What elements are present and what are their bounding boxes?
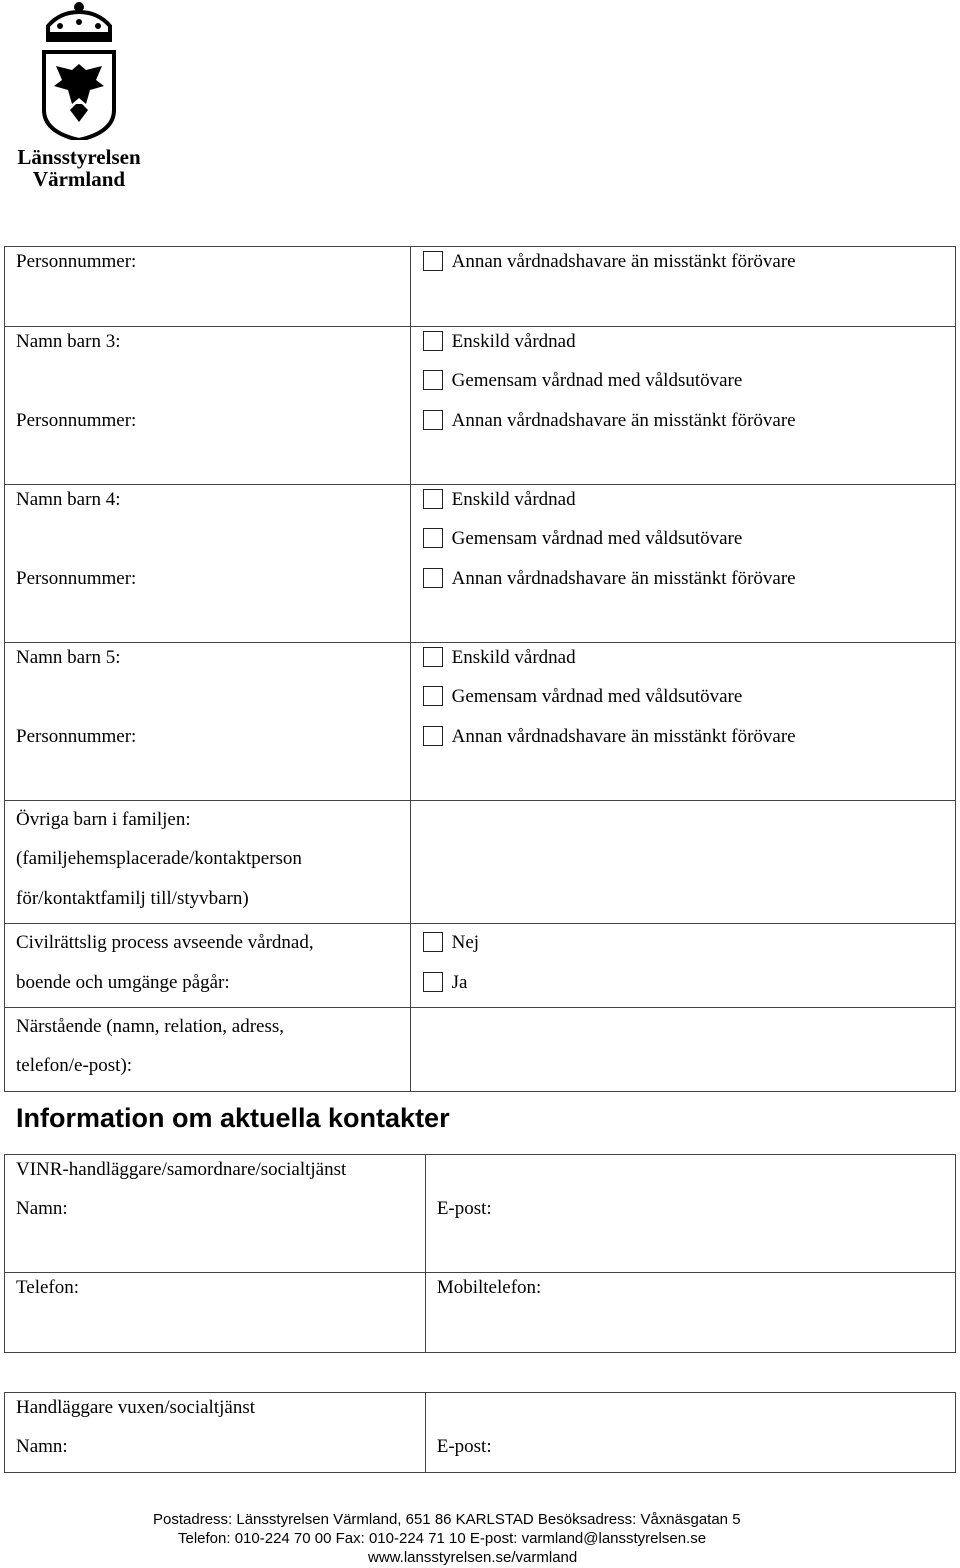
- child-field-label: Namn barn 5:: [16, 647, 121, 668]
- other-children-label: (familjehemsplacerade/kontaktperson: [16, 848, 302, 870]
- logo-text-line1: Länsstyrelsen: [17, 145, 141, 169]
- other-children-label-cell: [5, 801, 411, 924]
- child-field-label: Personnummer:: [16, 409, 137, 431]
- vinr-mobile-cell[interactable]: [425, 1273, 955, 1353]
- vinr-email-label: E-post:: [436, 1198, 492, 1220]
- child-field-label: [16, 682, 410, 721]
- vinr-phone-cell[interactable]: [5, 1273, 426, 1353]
- vinr-row-2: [5, 1273, 956, 1353]
- vinr-title: VINR-handläggare/samordnare/socialtjänst: [16, 1159, 347, 1180]
- child-label-cell[interactable]: [5, 643, 411, 801]
- custody-option-label: Enskild vårdnad: [451, 489, 576, 510]
- checkbox[interactable]: [423, 647, 443, 667]
- adult-name-cell[interactable]: [5, 1393, 426, 1473]
- custody-options: [410, 485, 955, 643]
- child-label-cell[interactable]: [5, 485, 411, 643]
- custody-option-label: Annan vårdnadshavare än misstänkt förövare: [451, 725, 796, 747]
- custody-option[interactable]: [411, 722, 955, 761]
- relatives-label-cell: [5, 1007, 411, 1091]
- custody-option[interactable]: [411, 682, 955, 721]
- children-table: [4, 246, 956, 1092]
- custody-options: [410, 643, 955, 801]
- relatives-label: Närstående (namn, relation, adress,: [16, 1015, 285, 1037]
- vinr-phone-label: Telefon:: [16, 1277, 80, 1298]
- child-row: [5, 247, 956, 327]
- adult-contact-table: [4, 1392, 956, 1473]
- other-children-label: Övriga barn i familjen:: [16, 809, 191, 830]
- vinr-row-1: [5, 1155, 956, 1273]
- logo-text-line2: Värmland: [32, 167, 126, 191]
- custody-option-label: Enskild vårdnad: [451, 331, 576, 352]
- custody-options: [410, 247, 955, 327]
- child-field-label: Personnummer:: [16, 251, 137, 272]
- checkbox[interactable]: [423, 370, 443, 390]
- custody-option-label: Gemensam vårdnad med våldsutövare: [451, 528, 743, 550]
- option-label: Ja: [451, 971, 468, 993]
- checkbox[interactable]: [423, 972, 443, 992]
- adult-email-label: E-post:: [436, 1436, 492, 1458]
- child-label-cell[interactable]: [5, 247, 411, 327]
- custody-option-label: Gemensam vårdnad med våldsutövare: [451, 370, 743, 392]
- logo: [14, 0, 144, 196]
- option-label: Nej: [451, 932, 480, 954]
- checkbox[interactable]: [423, 489, 443, 509]
- relatives-row: [5, 1007, 956, 1091]
- checkbox[interactable]: [423, 568, 443, 588]
- civil-process-row: [5, 924, 956, 1008]
- vinr-mobile-label: Mobiltelefon:: [436, 1277, 542, 1298]
- child-row: [5, 327, 956, 485]
- adult-row: [5, 1393, 956, 1473]
- civil-process-options: [410, 924, 955, 1008]
- child-row: [5, 643, 956, 801]
- checkbox[interactable]: [423, 528, 443, 548]
- checkbox[interactable]: [423, 726, 443, 746]
- custody-option-label: Enskild vårdnad: [451, 647, 576, 668]
- child-label-cell[interactable]: [5, 327, 411, 485]
- footer-line-3: www.lansstyrelsen.se/varmland: [368, 1549, 578, 1566]
- option-ja[interactable]: [411, 968, 955, 1007]
- civil-process-label: Civilrättslig process avseende vårdnad,: [16, 932, 314, 954]
- custody-option[interactable]: [411, 485, 955, 524]
- adult-email-cell[interactable]: [425, 1393, 955, 1473]
- vinr-contact-table: [4, 1154, 956, 1353]
- custody-option[interactable]: [411, 406, 955, 445]
- coat-of-arms-icon: [40, 0, 118, 140]
- custody-option[interactable]: [411, 643, 955, 682]
- custody-option[interactable]: [411, 524, 955, 563]
- custody-option[interactable]: [411, 327, 955, 366]
- child-field-label: Namn barn 3:: [16, 331, 121, 352]
- child-field-label: Personnummer:: [16, 725, 137, 747]
- vinr-email-cell[interactable]: [425, 1155, 955, 1273]
- checkbox[interactable]: [423, 251, 443, 271]
- custody-option[interactable]: [411, 366, 955, 405]
- relatives-label: telefon/e-post):: [16, 1055, 133, 1077]
- custody-options: [410, 327, 955, 485]
- child-field-label: [16, 366, 410, 405]
- custody-option[interactable]: [411, 564, 955, 603]
- other-children-input[interactable]: [410, 801, 955, 924]
- checkbox[interactable]: [423, 686, 443, 706]
- civil-process-label: boende och umgänge pågår:: [16, 971, 230, 993]
- adult-title: Handläggare vuxen/socialtjänst: [16, 1397, 256, 1418]
- vinr-name-label: Namn:: [16, 1198, 68, 1220]
- custody-option[interactable]: [411, 247, 955, 286]
- other-children-label: för/kontaktfamilj till/styvbarn): [16, 887, 249, 909]
- child-field-label: Personnummer:: [16, 567, 137, 589]
- child-field-label: [16, 524, 410, 563]
- custody-option-label: Annan vårdnadshavare än misstänkt förövare: [451, 567, 796, 589]
- relatives-input[interactable]: [410, 1007, 955, 1091]
- child-row: [5, 485, 956, 643]
- vinr-name-cell[interactable]: [5, 1155, 426, 1273]
- footer-line-1: Postadress: Länsstyrelsen Värmland, 651 86 KARLSTAD Besöksadress: Våxnäsgatan 5: [153, 1511, 741, 1528]
- checkbox[interactable]: [423, 331, 443, 351]
- checkbox[interactable]: [423, 410, 443, 430]
- option-nej[interactable]: [411, 928, 955, 967]
- checkbox[interactable]: [423, 932, 443, 952]
- custody-option-label: Gemensam vårdnad med våldsutövare: [451, 686, 743, 708]
- other-children-row: [5, 801, 956, 924]
- contacts-heading: Information om aktuella kontakter: [16, 1103, 450, 1133]
- custody-option-label: Annan vårdnadshavare än misstänkt förövare: [451, 251, 796, 272]
- adult-name-label: Namn:: [16, 1436, 68, 1458]
- footer-line-2: Telefon: 010-224 70 00 Fax: 010-224 71 10 E-post: varmland@lansstyrelsen.se: [178, 1530, 707, 1547]
- custody-option-label: Annan vårdnadshavare än misstänkt förövare: [451, 409, 796, 431]
- child-field-label: Namn barn 4:: [16, 489, 121, 510]
- civil-process-label-cell: [5, 924, 411, 1008]
